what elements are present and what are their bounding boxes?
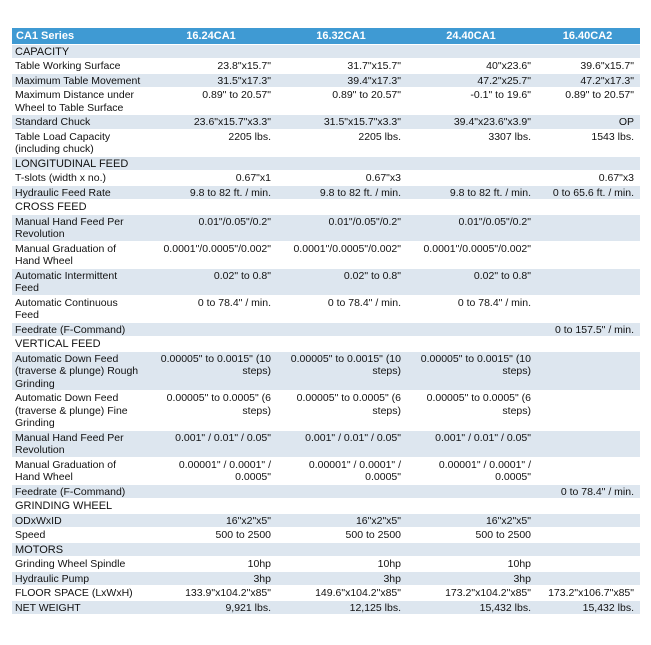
section-label: LONGITUDINAL FEED (12, 156, 147, 171)
table-row (12, 185, 640, 200)
spec-table-container (12, 28, 640, 615)
table-row (12, 571, 640, 586)
spec-value: 0.00005" to 0.0015" (10 steps) (277, 351, 407, 391)
spec-value (537, 268, 640, 295)
spec-label: Grinding Wheel Spindle (12, 557, 147, 572)
spec-label: Hydraulic Pump (12, 571, 147, 586)
spec-value: 0.89" to 20.57" (147, 88, 277, 115)
spec-label: Automatic Down Feed (traverse & plunge) Fine Grinding (12, 391, 147, 431)
spec-value (537, 457, 640, 484)
spec-value: 3307 lbs. (407, 129, 537, 156)
spec-value: 0.00005" to 0.0015" (10 steps) (147, 351, 277, 391)
section-label: CAPACITY (12, 44, 147, 59)
spec-label: Speed (12, 528, 147, 543)
spec-value: 3hp (277, 571, 407, 586)
spec-value (147, 200, 277, 215)
table-row (12, 214, 640, 241)
spec-value: 9.8 to 82 ft. / min. (277, 185, 407, 200)
table-row (12, 268, 640, 295)
spec-value: 0.00005" to 0.0005" (6 steps) (147, 391, 277, 431)
spec-value: 16"x2"x5" (407, 513, 537, 528)
section-label: GRINDING WHEEL (12, 499, 147, 514)
spec-value: 31.7"x15.7" (277, 59, 407, 74)
spec-value: 9.8 to 82 ft. / min. (407, 185, 537, 200)
spec-value (147, 484, 277, 499)
table-row (12, 59, 640, 74)
spec-value (537, 542, 640, 557)
spec-value: 0 to 78.4" / min. (147, 295, 277, 322)
spec-value: 40"x23.6" (407, 59, 537, 74)
spec-label: FLOOR SPACE (LxWxH) (12, 586, 147, 601)
spec-value: 0.001" / 0.01" / 0.05" (407, 430, 537, 457)
spec-value: 31.5"x17.3" (147, 73, 277, 88)
model-header: 16.32CA1 (277, 28, 407, 44)
model-header: 24.40CA1 (407, 28, 537, 44)
spec-value (147, 542, 277, 557)
spec-value: 39.4"x23.6"x3.9" (407, 115, 537, 130)
spec-value: 3hp (407, 571, 537, 586)
table-row (12, 430, 640, 457)
model-header: 16.40CA2 (537, 28, 640, 44)
spec-label: NET WEIGHT (12, 600, 147, 615)
spec-value: 0.01"/0.05"/0.2" (277, 214, 407, 241)
spec-value (537, 391, 640, 431)
spec-value (537, 214, 640, 241)
spec-value: 39.6"x15.7" (537, 59, 640, 74)
spec-value (147, 44, 277, 59)
spec-value: 0.0001"/0.0005"/0.002" (277, 241, 407, 268)
spec-value: 16"x2"x5" (147, 513, 277, 528)
section-row (12, 156, 640, 171)
spec-value: 0.00005" to 0.0005" (6 steps) (407, 391, 537, 431)
spec-value: 15,432 lbs. (407, 600, 537, 615)
spec-value: 15,432 lbs. (537, 600, 640, 615)
section-row (12, 337, 640, 352)
spec-value: 12,125 lbs. (277, 600, 407, 615)
spec-value: 47.2"x25.7" (407, 73, 537, 88)
table-row (12, 586, 640, 601)
spec-label: Hydraulic Feed Rate (12, 185, 147, 200)
spec-value: 0.00005" to 0.0015" (10 steps) (407, 351, 537, 391)
spec-value (277, 200, 407, 215)
spec-value: 133.9"x104.2"x85" (147, 586, 277, 601)
spec-value: 0.001" / 0.01" / 0.05" (147, 430, 277, 457)
spec-value (147, 156, 277, 171)
spec-value (407, 200, 537, 215)
spec-value (537, 44, 640, 59)
spec-value: 0 to 78.4" / min. (407, 295, 537, 322)
spec-label: Maximum Distance under Wheel to Table Surface (12, 88, 147, 115)
spec-value: 9,921 lbs. (147, 600, 277, 615)
spec-value: 10hp (147, 557, 277, 572)
spec-label: Automatic Intermittent Feed (12, 268, 147, 295)
section-row (12, 499, 640, 514)
spec-value (277, 44, 407, 59)
spec-value: -0.1" to 19.6" (407, 88, 537, 115)
spec-label: Manual Graduation of Hand Wheel (12, 241, 147, 268)
spec-value: 3hp (147, 571, 277, 586)
spec-value: 0.67"x3 (277, 171, 407, 186)
spec-value: OP (537, 115, 640, 130)
spec-label: Manual Hand Feed Per Revolution (12, 214, 147, 241)
spec-value (537, 156, 640, 171)
table-row (12, 88, 640, 115)
table-row (12, 322, 640, 337)
spec-value (407, 484, 537, 499)
spec-value (537, 557, 640, 572)
spec-value: 0.01"/0.05"/0.2" (147, 214, 277, 241)
table-row (12, 73, 640, 88)
table-row (12, 351, 640, 391)
table-row (12, 171, 640, 186)
spec-value (407, 499, 537, 514)
spec-value (277, 322, 407, 337)
table-row (12, 557, 640, 572)
spec-value (407, 322, 537, 337)
model-header: 16.24CA1 (147, 28, 277, 44)
table-row (12, 484, 640, 499)
spec-table (12, 28, 640, 615)
spec-value: 0.00005" to 0.0005" (6 steps) (277, 391, 407, 431)
section-row (12, 44, 640, 59)
spec-value: 0 to 65.6 ft. / min. (537, 185, 640, 200)
spec-label: Standard Chuck (12, 115, 147, 130)
spec-value: 173.2"x106.7"x85" (537, 586, 640, 601)
spec-label: Manual Graduation of Hand Wheel (12, 457, 147, 484)
table-row (12, 241, 640, 268)
spec-value: 0.0001"/0.0005"/0.002" (147, 241, 277, 268)
spec-value: 0.00001" / 0.0001" / 0.0005" (277, 457, 407, 484)
spec-value: 0 to 78.4" / min. (277, 295, 407, 322)
spec-value: 0.02" to 0.8" (407, 268, 537, 295)
spec-value: 500 to 2500 (147, 528, 277, 543)
spec-value: 0.02" to 0.8" (277, 268, 407, 295)
spec-value (407, 542, 537, 557)
spec-value (147, 499, 277, 514)
spec-label: Table Load Capacity (including chuck) (12, 129, 147, 156)
spec-value (537, 528, 640, 543)
spec-value (277, 156, 407, 171)
spec-value: 0.0001"/0.0005"/0.002" (407, 241, 537, 268)
spec-value: 500 to 2500 (407, 528, 537, 543)
spec-table-body (12, 44, 640, 615)
section-row (12, 200, 640, 215)
spec-value (147, 322, 277, 337)
spec-label: Feedrate (F-Command) (12, 322, 147, 337)
section-row (12, 542, 640, 557)
spec-label: ODxWxID (12, 513, 147, 528)
spec-value (537, 571, 640, 586)
spec-value: 10hp (407, 557, 537, 572)
spec-value (537, 337, 640, 352)
spec-label: Maximum Table Movement (12, 73, 147, 88)
spec-value (277, 484, 407, 499)
spec-value (537, 200, 640, 215)
spec-value (407, 337, 537, 352)
spec-value (537, 241, 640, 268)
spec-value: 39.4"x17.3" (277, 73, 407, 88)
table-row (12, 457, 640, 484)
spec-value: 0.89" to 20.57" (537, 88, 640, 115)
spec-value: 149.6"x104.2"x85" (277, 586, 407, 601)
spec-value: 0.001" / 0.01" / 0.05" (277, 430, 407, 457)
series-header: CA1 Series (12, 28, 147, 44)
table-row (12, 295, 640, 322)
spec-value: 0.00001" / 0.0001" / 0.0005" (147, 457, 277, 484)
table-row (12, 129, 640, 156)
spec-value (277, 499, 407, 514)
spec-value: 0 to 78.4" / min. (537, 484, 640, 499)
spec-value (147, 337, 277, 352)
spec-label: Automatic Continuous Feed (12, 295, 147, 322)
spec-value (277, 542, 407, 557)
spec-value: 0.67"x3 (537, 171, 640, 186)
spec-value (537, 499, 640, 514)
spec-value: 2205 lbs. (147, 129, 277, 156)
header-row (12, 28, 640, 44)
spec-value: 0.02" to 0.8" (147, 268, 277, 295)
spec-value (407, 171, 537, 186)
section-label: VERTICAL FEED (12, 337, 147, 352)
spec-value (407, 44, 537, 59)
spec-value (537, 513, 640, 528)
spec-value: 10hp (277, 557, 407, 572)
spec-value: 23.8"x15.7" (147, 59, 277, 74)
spec-value: 0.89" to 20.57" (277, 88, 407, 115)
section-label: MOTORS (12, 542, 147, 557)
spec-label: Manual Hand Feed Per Revolution (12, 430, 147, 457)
spec-value (537, 295, 640, 322)
spec-label: T-slots (width x no.) (12, 171, 147, 186)
spec-value (277, 337, 407, 352)
spec-value: 2205 lbs. (277, 129, 407, 156)
spec-value (537, 430, 640, 457)
spec-label: Automatic Down Feed (traverse & plunge) Rough Grinding (12, 351, 147, 391)
spec-value: 16"x2"x5" (277, 513, 407, 528)
spec-value: 0.67"x1 (147, 171, 277, 186)
table-row (12, 528, 640, 543)
spec-value: 31.5"x15.7"x3.3" (277, 115, 407, 130)
spec-value: 9.8 to 82 ft. / min. (147, 185, 277, 200)
spec-value: 0.00001" / 0.0001" / 0.0005" (407, 457, 537, 484)
section-label: CROSS FEED (12, 200, 147, 215)
table-row (12, 115, 640, 130)
spec-value: 0 to 157.5" / min. (537, 322, 640, 337)
spec-value: 0.01"/0.05"/0.2" (407, 214, 537, 241)
table-row (12, 391, 640, 431)
table-row (12, 513, 640, 528)
spec-value: 173.2"x104.2"x85" (407, 586, 537, 601)
table-row (12, 600, 640, 615)
spec-value (537, 351, 640, 391)
spec-label: Feedrate (F-Command) (12, 484, 147, 499)
spec-value: 500 to 2500 (277, 528, 407, 543)
spec-value: 1543 lbs. (537, 129, 640, 156)
spec-label: Table Working Surface (12, 59, 147, 74)
spec-value (407, 156, 537, 171)
spec-value: 23.6"x15.7"x3.3" (147, 115, 277, 130)
spec-value: 47.2"x17.3" (537, 73, 640, 88)
